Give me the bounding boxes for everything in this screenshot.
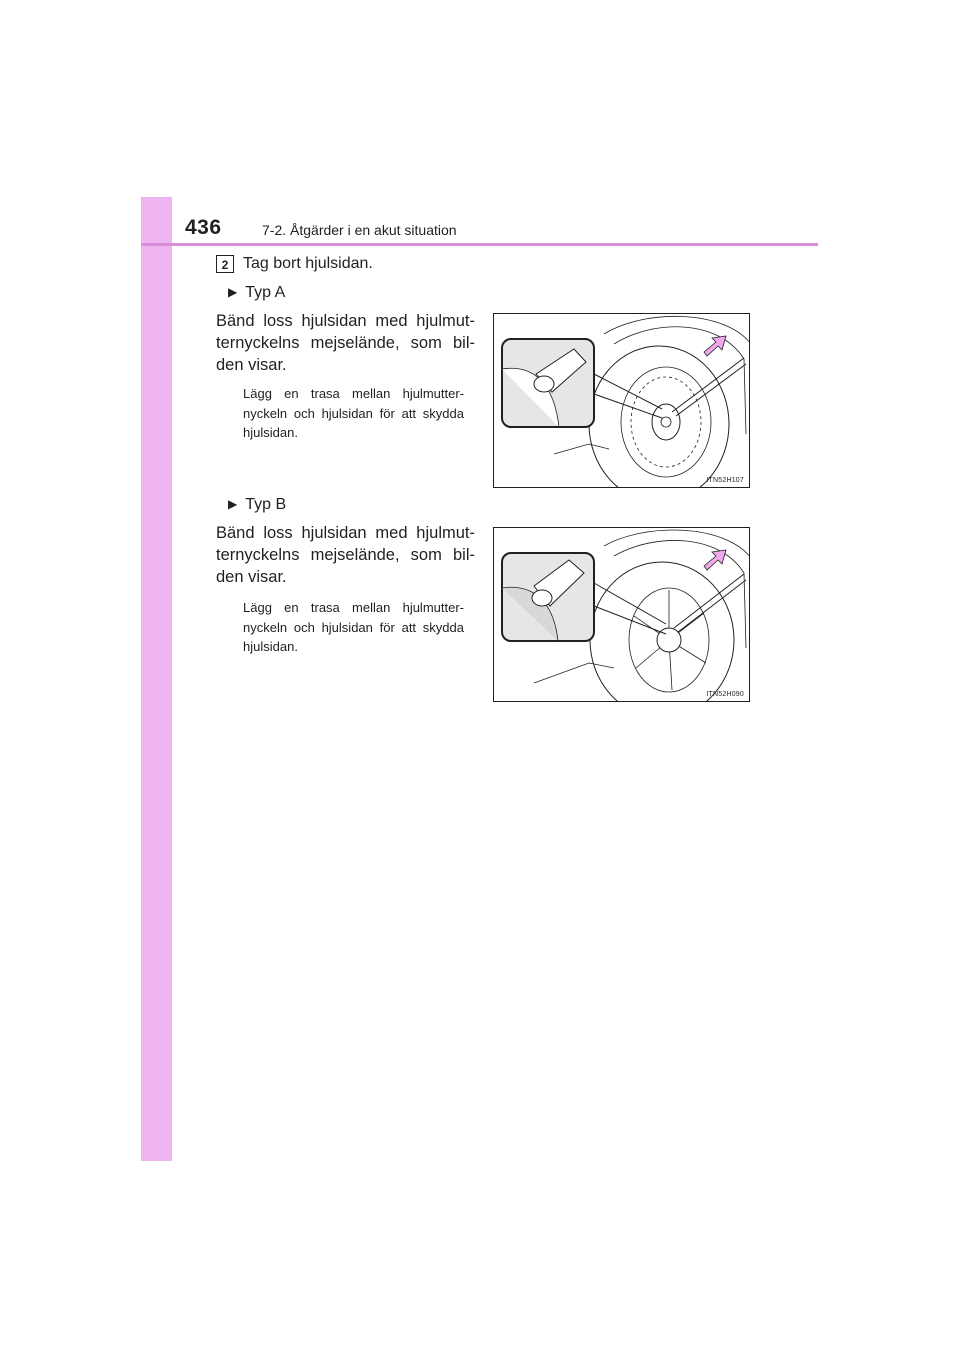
header-rule xyxy=(141,243,818,246)
wheel-illustration-b xyxy=(494,528,750,702)
step-number-box: 2 xyxy=(216,255,234,273)
type-a-note: Lägg en trasa mellan hjulmutter-nyckeln och hjulsidan för att skydda hjulsidan. xyxy=(243,386,464,440)
type-b-label-text: Typ B xyxy=(245,496,287,513)
type-b-note: Lägg en trasa mellan hjulmutter-nyckeln och hjulsidan för att skydda hjulsidan. xyxy=(243,600,464,654)
wheel-illustration-a xyxy=(494,314,750,488)
side-tab xyxy=(141,197,172,1161)
figure-type-a xyxy=(493,313,750,488)
figure-type-b xyxy=(493,527,750,702)
triangle-right-icon: ▶ xyxy=(228,497,238,511)
type-a-label-text: Typ A xyxy=(245,284,286,301)
type-a-label xyxy=(228,284,285,302)
figure-code-a: ITN52H107 xyxy=(706,477,744,484)
pink-arrow-icon xyxy=(704,550,726,570)
section-title: 7-2. Åtgärder i en akut situation xyxy=(262,222,457,238)
type-a-body: Bänd loss hjulsidan med hjulmut-ternyckelns mejselände, som bil-den visar. xyxy=(216,312,475,374)
triangle-right-icon: ▶ xyxy=(228,285,238,299)
type-b-label xyxy=(228,496,286,514)
page-number: 436 xyxy=(185,216,222,239)
type-b-body: Bänd loss hjulsidan med hjulmut-ternyckelns mejselände, som bil-den visar. xyxy=(216,524,475,586)
pink-arrow-icon xyxy=(704,336,726,356)
step-text: Tag bort hjulsidan. xyxy=(243,255,373,272)
figure-code-b: ITN52H090 xyxy=(706,691,744,698)
